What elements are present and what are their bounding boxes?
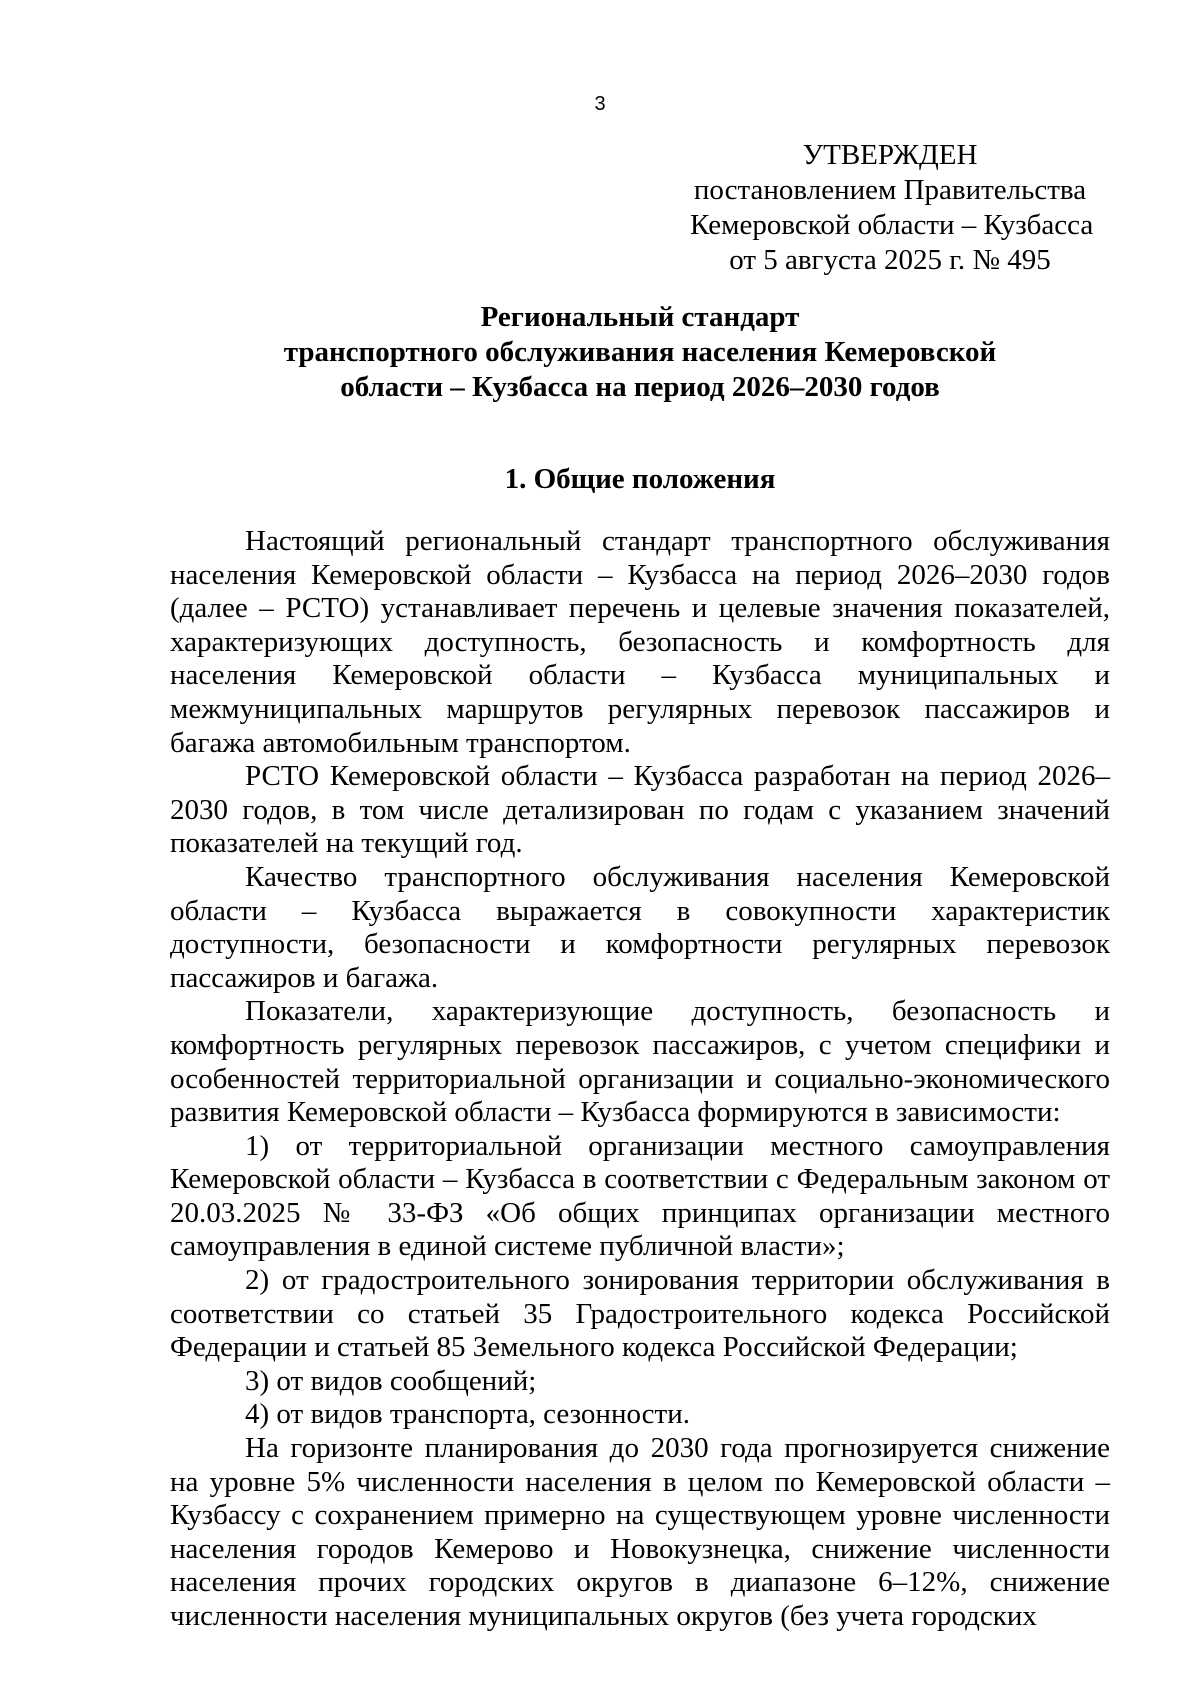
paragraph: Показатели, характеризующие доступность, безопасность и комфортность регулярных перевозок пассажиров, с учетом специфики и особенностей территориальной организации и социально-экономического развития Кемеровской области – Кузбасса формируются в зависимости:	[170, 995, 1110, 1129]
approval-line: постановлением Правительства	[693, 174, 1087, 206]
document-title	[170, 300, 1110, 405]
body-text	[170, 525, 1110, 1634]
list-item: 3) от видов сообщений;	[245, 1364, 537, 1397]
paragraph: Настоящий региональный стандарт транспортного обслуживания населения Кемеровской области – Кузбасса на период 2026–2030 годов (далее – РСТО) устанавливает перечень и целевые значения показателей, характеризующих доступность, безопасность и комфортность для населения Кемеровской области – Кузбасса муниципальных и межмуниципальных маршрутов регулярных перевозок пассажиров и багажа автомобильным транспортом.	[170, 525, 1110, 759]
title-line: Региональный стандарт	[480, 301, 800, 333]
approval-line: от 5 августа 2025 г. № 495	[729, 244, 1051, 276]
page-number: 3	[594, 93, 606, 115]
approval-block	[690, 138, 1094, 278]
approval-line: Кемеровской области – Кузбасса	[690, 209, 1094, 241]
paragraph: На горизонте планирования до 2030 года прогнозируется снижение на уровне 5% численности населения в целом по Кемеровской области – Кузбассу с сохранением примерно на существующем уровне численности населения городов Кемерово и Новокузнецка, снижение численности населения прочих городских округов в диапазоне 6–12%, снижение численности населения муниципальных округов (без учета городских	[170, 1432, 1110, 1632]
list-item: 1) от территориальной организации местного самоуправления Кемеровской области – Кузбасса в соответствии с Федеральным законом от 20.03.2025 № 33-ФЗ «Об общих принципах организации местного самоуправления в единой системе публичной власти»;	[170, 1129, 1110, 1263]
list-item: 2) от градостроительного зонирования территории обслуживания в соответствии со статьей 35 Градостроительного кодекса Российской Федерации и статьей 85 Земельного кодекса Российской Федерации;	[170, 1264, 1110, 1364]
paragraph: Качество транспортного обслуживания населения Кемеровской области – Кузбасса выражается в совокупности характеристик доступности, безопасности и комфортности регулярных перевозок пассажиров и багажа.	[170, 860, 1110, 994]
approval-line: УТВЕРЖДЕН	[802, 139, 978, 171]
paragraph: РСТО Кемеровской области – Кузбасса разработан на период 2026–2030 годов, в том числе детализирован по годам с указанием значений показателей на текущий год.	[170, 760, 1110, 860]
title-line: области – Кузбасса на период 2026–2030 годов	[340, 371, 940, 403]
section-heading: 1. Общие положения	[504, 463, 776, 495]
title-line: транспортного обслуживания населения Кемеровской	[283, 336, 997, 368]
list-item: 4) от видов транспорта, сезонности.	[245, 1398, 690, 1431]
